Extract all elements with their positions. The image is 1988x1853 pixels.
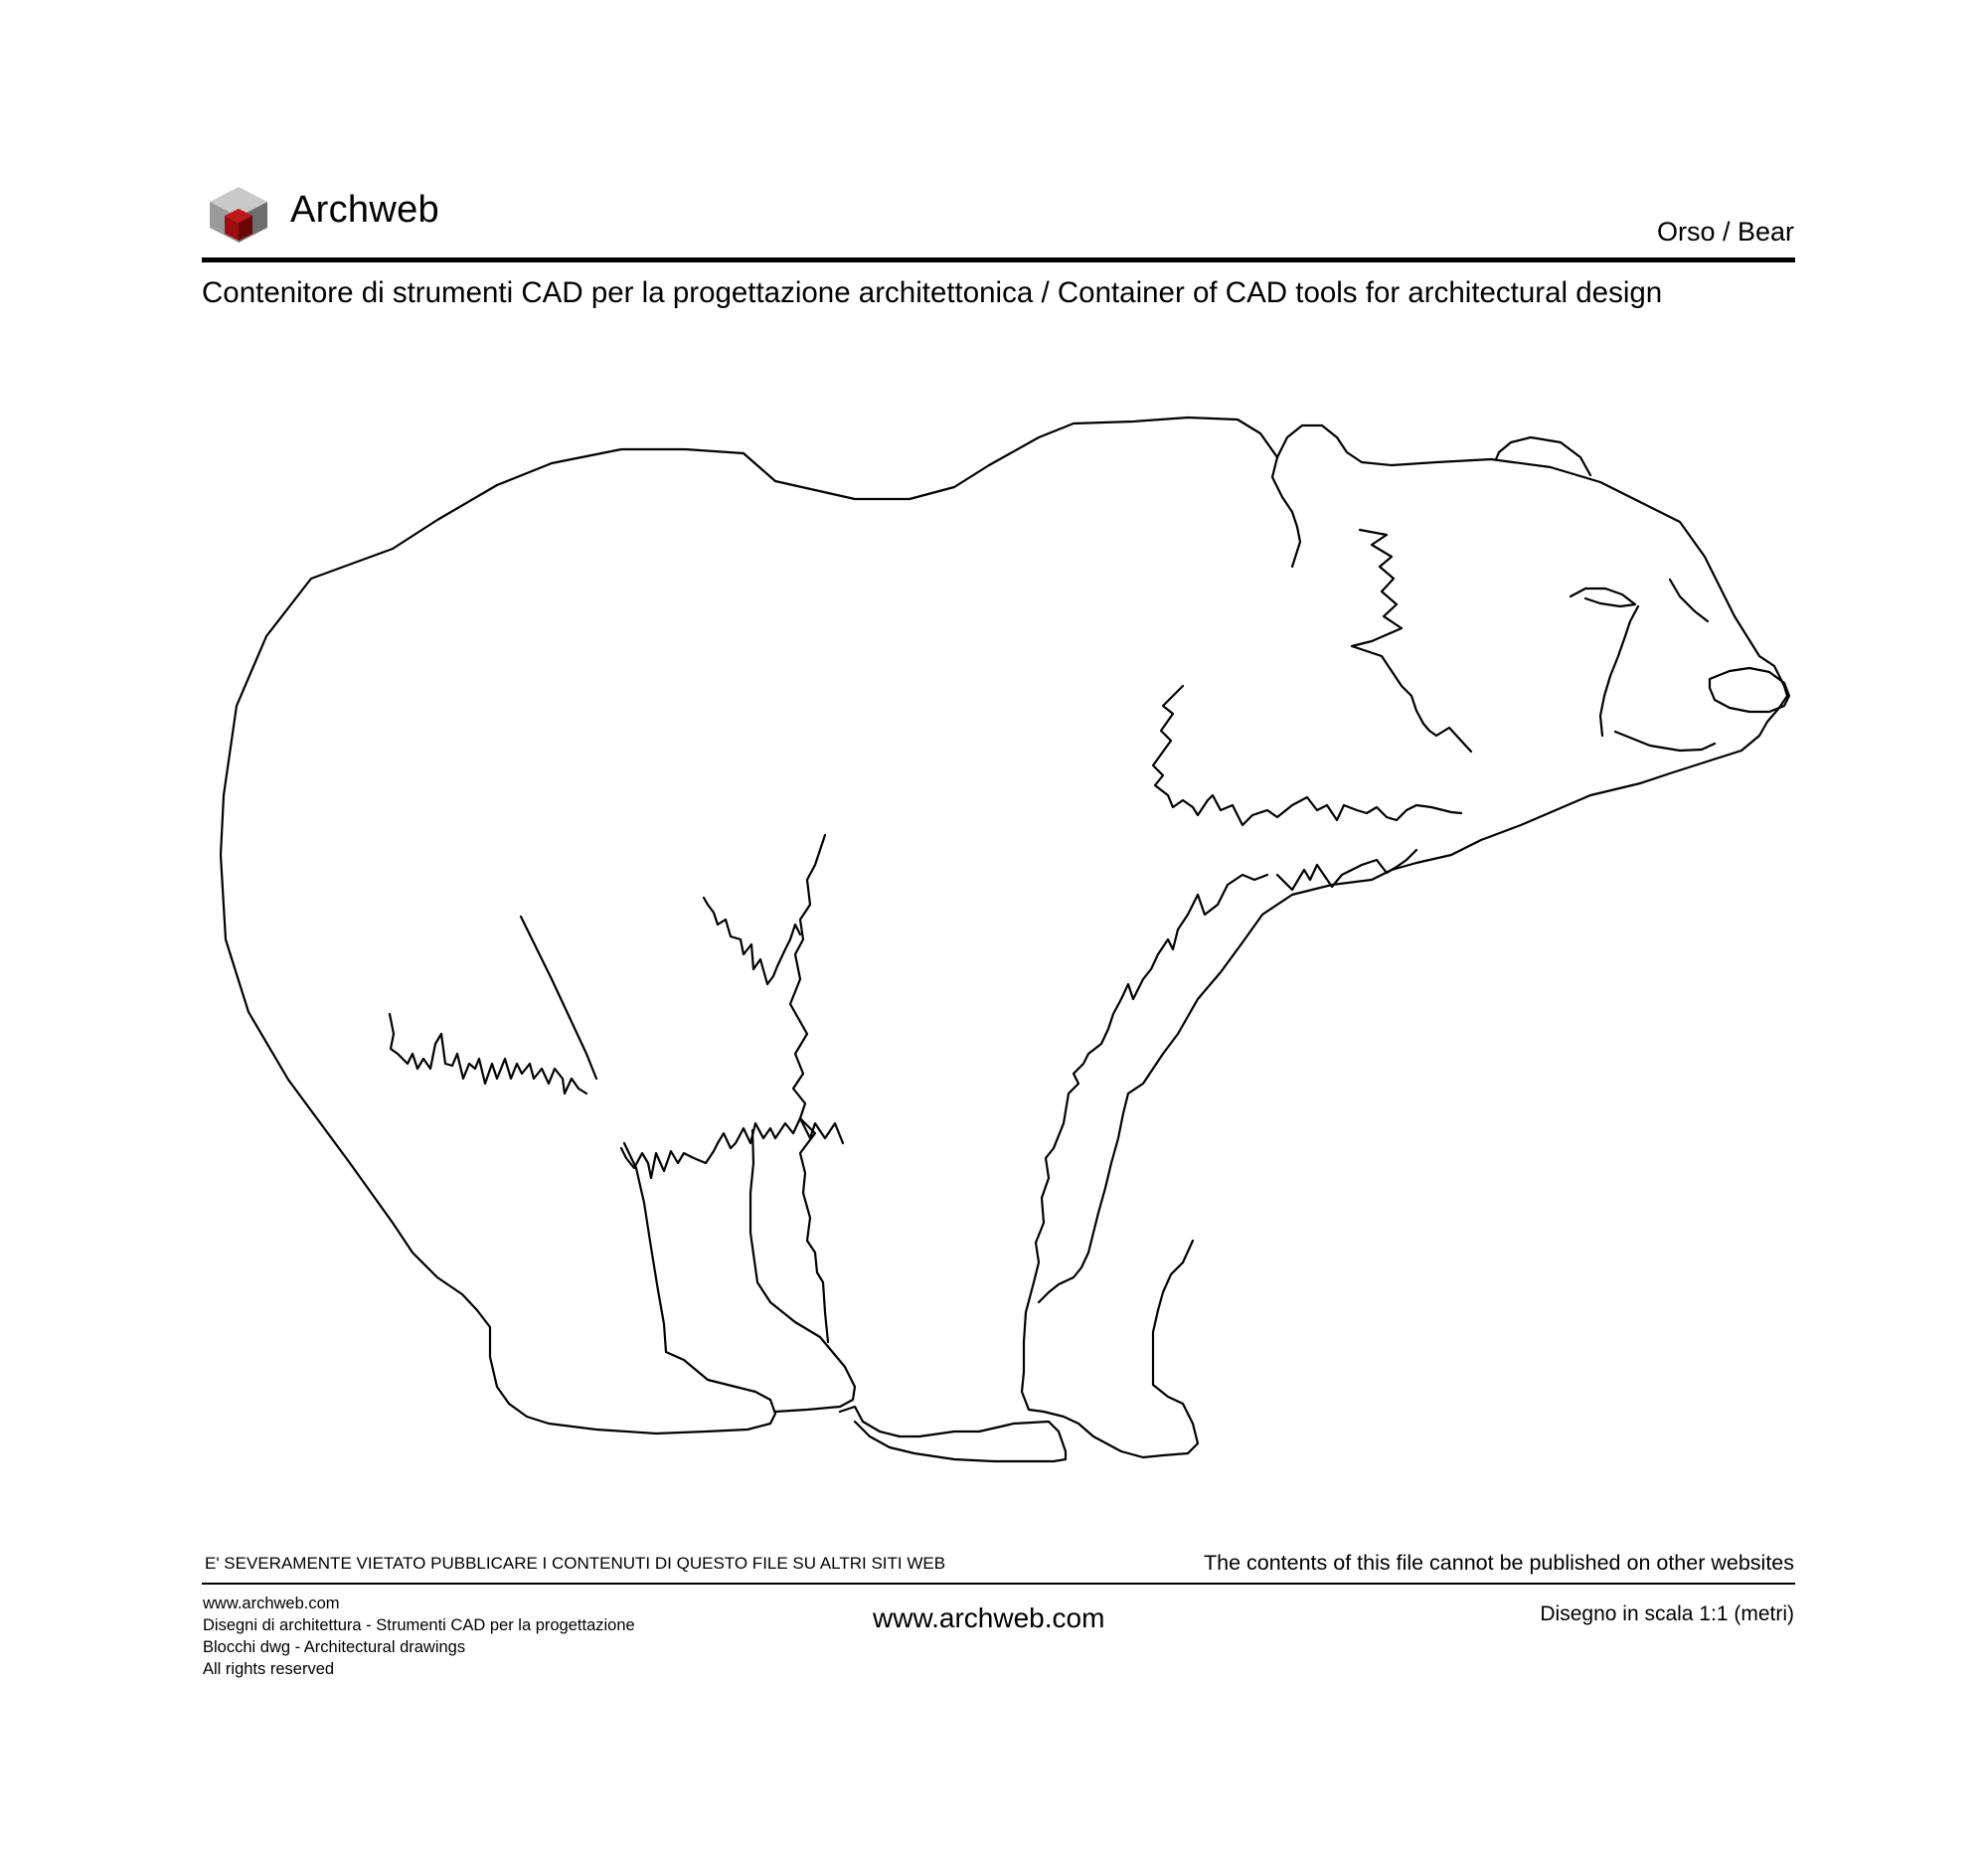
tagline: Contenitore di strumenti CAD per la progettazione architettonica / Container of CAD tools for architectural design bbox=[202, 276, 1663, 309]
bear-front-leg-fur bbox=[1034, 875, 1267, 1282]
footer-url: www.archweb.com bbox=[873, 1602, 1105, 1633]
bear-leg-fur-2 bbox=[704, 898, 800, 984]
bear-front-leg-left bbox=[840, 1407, 1066, 1461]
bear-mane-fur bbox=[1352, 530, 1471, 752]
drawing-title: Orso / Bear bbox=[1656, 217, 1794, 247]
bear-nose bbox=[1710, 668, 1789, 712]
info-line-site: www.archweb.com bbox=[203, 1595, 340, 1612]
warning-italian: E' SEVERAMENTE VIETATO PUBBLICARE I CONTENUTI DI QUESTO FILE SU ALTRI SITI WEB bbox=[205, 1554, 946, 1573]
warning-english: The contents of this file cannot be published on other websites bbox=[1203, 1551, 1794, 1575]
bear-rear-leg-edge bbox=[521, 917, 596, 1079]
info-line-blocchi: Blocchi dwg - Architectural drawings bbox=[203, 1638, 466, 1656]
bear-ear-right bbox=[1496, 437, 1590, 475]
scale-note: Disegno in scala 1:1 (metri) bbox=[1540, 1602, 1794, 1625]
footer-rule bbox=[202, 1583, 1795, 1585]
bear-outline-back bbox=[221, 418, 1277, 1433]
bear-ear-left bbox=[1272, 457, 1300, 567]
bear-eye bbox=[1571, 589, 1635, 606]
info-line-disegni: Disegni di architettura - Strumenti CAD per la progettazione bbox=[203, 1616, 635, 1634]
bear-hind-fur-lower bbox=[1039, 1094, 1128, 1302]
bear-rear-leg-fur bbox=[390, 1014, 586, 1094]
bear-front-leg-right bbox=[1022, 1241, 1198, 1457]
bear-chest bbox=[1128, 870, 1392, 1094]
bear-hind-leg bbox=[750, 1130, 855, 1412]
info-line-rights: All rights reserved bbox=[203, 1660, 335, 1678]
bear-leg-fur-1 bbox=[790, 835, 828, 1342]
bear-mouth bbox=[1615, 732, 1715, 751]
bear-brow bbox=[1670, 580, 1708, 621]
brand-name: Archweb bbox=[290, 189, 439, 231]
bear-cheek bbox=[1600, 606, 1638, 736]
